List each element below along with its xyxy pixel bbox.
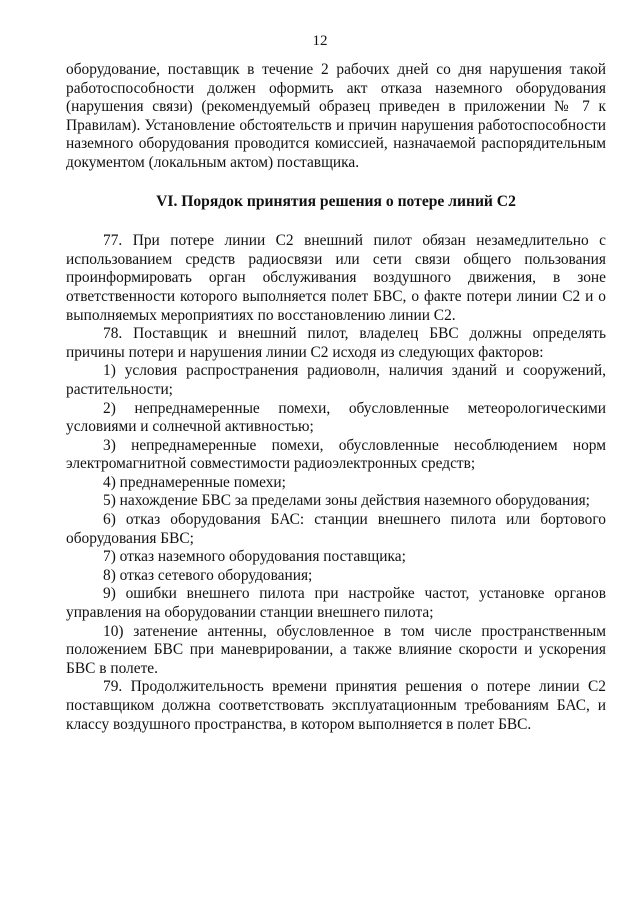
page-number: 12 (312, 33, 328, 49)
factor-item: 8) отказ сетевого оборудования; (103, 566, 313, 584)
factor-item: 2) непреднамеренные помехи, обусловленные метеорологическими условиями и солнечной активностью; (66, 399, 606, 436)
factor-item: 3) непреднамеренные помехи, обусловленные несоблюдением норм электромагнитной совместимости радиоэлектронных средств; (66, 436, 606, 473)
document-body (66, 61, 606, 734)
intro-paragraph: оборудование, поставщик в течение 2 рабочих дней со дня нарушения такой работоспособности должен оформить акт отказа наземного оборудования (нарушения связи) (рекомендуемый образец приведен в приложении № 7 к Правилам). Установление обстоятельств и причин нарушения работоспособности наземного оборудования проводится комиссией, назначаемой распорядительным документом (локальным актом) поставщика. (66, 61, 606, 171)
section-heading: VI. Порядок принятия решения о потере линий С2 (156, 192, 516, 210)
factor-item: 7) отказ наземного оборудования поставщика; (103, 548, 406, 566)
paragraph-79: 79. Продолжительность времени принятия решения о потере линии С2 поставщиком должна соответствовать эксплуатационным требованиям БАС, и классу воздушного пространства, в котором выполняется в полет БВС. (66, 678, 606, 733)
factor-item: 5) нахождение БВС за пределами зоны действия наземного оборудования; (103, 492, 590, 510)
factor-item: 10) затенение антенны, обусловленное в том числе пространственным положением БВС при маневрировании, а также влияние скорости и ускорения БВС в полете. (66, 622, 606, 677)
paragraph-78: 78. Поставщик и внешний пилот, владелец БВС должны определять причины потери и нарушения линии С2 исходя из следующих факторов: (66, 325, 606, 361)
factor-item: 6) отказ оборудования БАС: станции внешнего пилота или бортового оборудования БВС; (66, 511, 606, 547)
factor-item: 9) ошибки внешнего пилота при настройке частот, установке органов управления на оборудовании станции внешнего пилота; (66, 585, 606, 622)
factor-item: 4) преднамеренные помехи; (103, 473, 286, 491)
paragraph-77: 77. При потере линии С2 внешний пилот обязан незамедлительно с использованием средств радиосвязи или сети связи общего пользования проинформировать орган обслуживания воздушного движения, в зоне ответственности которого выполняется полет БВС, о факте потери линии С2 и о выполняемых мероприятиях по восстановлению линии С2. (66, 232, 606, 324)
factor-item: 1) условия распространения радиоволн, наличия зданий и сооружений, растительности; (66, 362, 606, 398)
